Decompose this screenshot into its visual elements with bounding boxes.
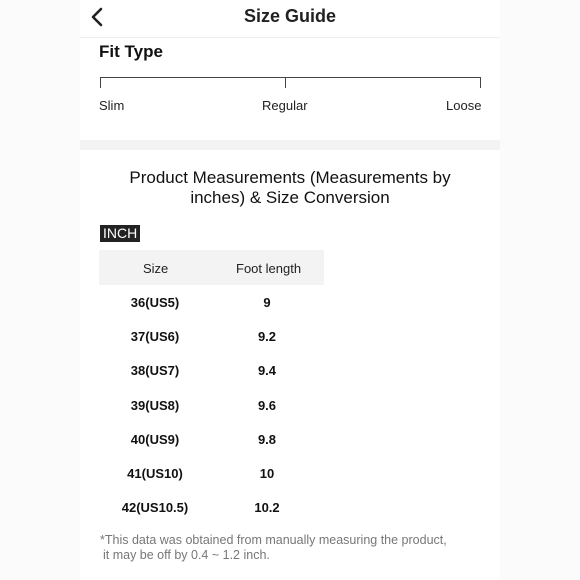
fit-label-slim: Slim — [99, 98, 125, 113]
measurement-note-line1: *This data was obtained from manually measuring the product, — [100, 533, 447, 547]
section-divider — [80, 140, 500, 150]
fit-tick-loose — [480, 77, 481, 88]
table-cell-size: 36(US5) — [130, 295, 180, 310]
unit-tag: INCH — [100, 225, 140, 242]
table-cell-foot-length: 9.2 — [257, 329, 277, 344]
table-cell-foot-length: 9.8 — [257, 432, 277, 447]
fit-scale-line — [100, 77, 481, 78]
table-cell-size: 41(US10) — [127, 466, 183, 481]
fit-tick-slim — [100, 77, 101, 88]
fit-tick-regular — [285, 77, 286, 88]
fit-label-regular: Regular — [262, 98, 308, 113]
table-cell-foot-length: 9.6 — [257, 398, 277, 413]
column-header-foot-length: Foot length — [236, 261, 302, 276]
table-cell-size: 37(US6) — [130, 329, 180, 344]
right-margin — [500, 0, 580, 580]
table-cell-foot-length: 10 — [259, 466, 275, 481]
table-cell-foot-length: 10.2 — [254, 500, 280, 515]
table-cell-size: 40(US9) — [130, 432, 180, 447]
measurements-heading — [100, 168, 480, 208]
measurements-heading-line1: Product Measurements (Measurements by — [129, 168, 451, 187]
table-cell-foot-length: 9 — [263, 295, 271, 310]
measurement-note-line2: it may be off by 0.4 ~ 1.2 inch. — [103, 548, 270, 562]
column-header-size: Size — [143, 261, 169, 276]
left-margin — [0, 0, 80, 580]
page-title: Size Guide — [243, 6, 337, 26]
table-cell-size: 39(US8) — [130, 398, 180, 413]
measurements-heading-line2: inches) & Size Conversion — [190, 188, 390, 207]
measurement-note — [100, 533, 480, 563]
fit-label-loose: Loose — [446, 98, 482, 113]
fit-type-title: Fit Type — [99, 42, 163, 61]
table-cell-foot-length: 9.4 — [257, 363, 277, 378]
table-cell-size: 42(US10.5) — [121, 500, 189, 515]
table-cell-size: 38(US7) — [130, 363, 180, 378]
